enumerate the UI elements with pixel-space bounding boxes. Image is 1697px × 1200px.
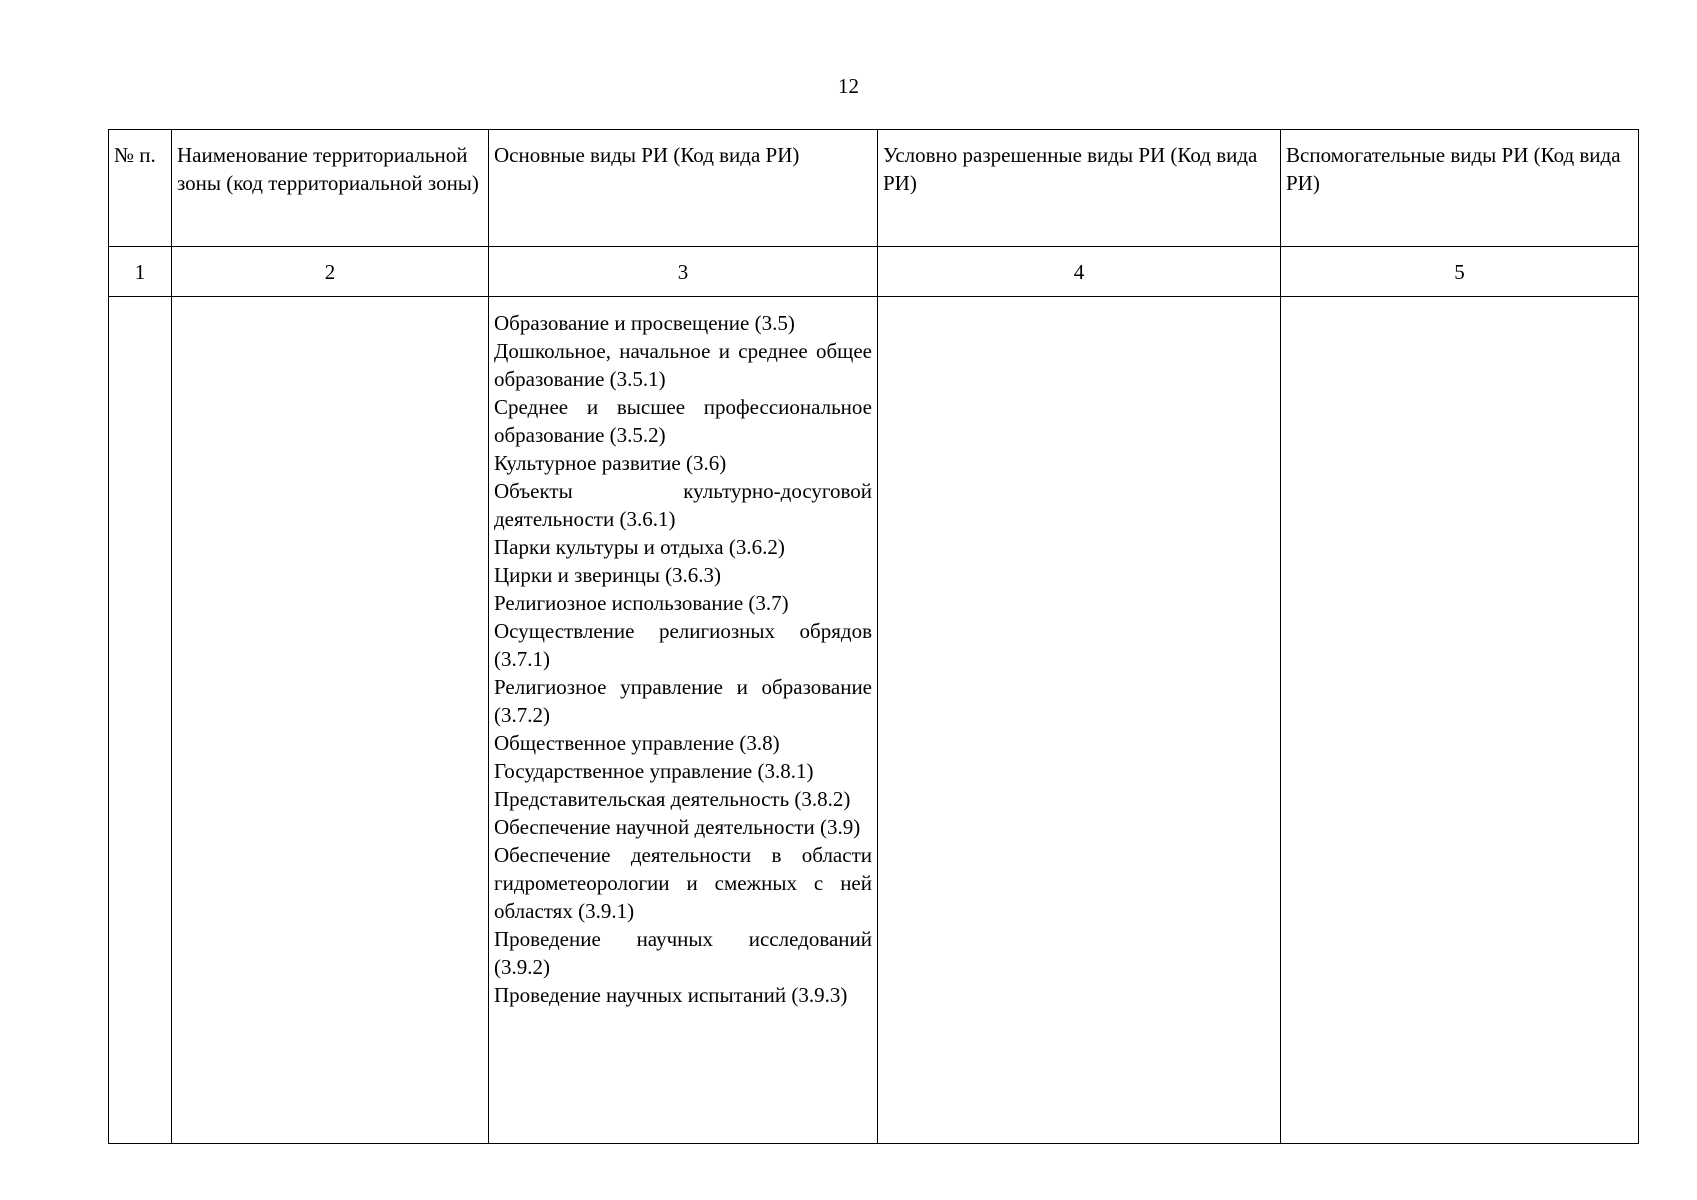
list-item: Парки культуры и отдыха (3.6.2)	[494, 535, 785, 559]
column-number: 5	[1281, 247, 1639, 297]
list-item: Обеспечение научной деятельности (3.9)	[494, 815, 861, 839]
header-conditional-uses: Условно разрешенные виды РИ (Код вида РИ)	[878, 130, 1281, 247]
list-item: Государственное управление (3.8.1)	[494, 759, 814, 783]
page-number: 12	[838, 74, 859, 98]
table-header-row	[109, 130, 1639, 247]
list-item: Обеспечение деятельности в области гидрометеорологии и смежных с ней областях (3.9.1)	[494, 843, 872, 923]
column-number: 3	[489, 247, 878, 297]
list-item: Общественное управление (3.8)	[494, 731, 780, 755]
header-zone-name: Наименование территориальной зоны (код территориальной зоны)	[172, 130, 489, 247]
table-row	[109, 297, 1639, 1144]
column-number: 2	[172, 247, 489, 297]
cell-auxiliary-uses	[1281, 297, 1639, 1144]
list-item: Среднее и высшее профессиональное образование (3.5.2)	[494, 395, 872, 447]
list-item: Религиозное использование (3.7)	[494, 591, 789, 615]
cell-main-uses	[489, 297, 878, 1144]
cell-zone-name	[172, 297, 489, 1144]
list-item: Религиозное управление и образование (3.7.2)	[494, 675, 872, 727]
header-number: № п.	[109, 130, 172, 247]
list-item: Цирки и зверинцы (3.6.3)	[494, 563, 722, 587]
cell-number	[109, 297, 172, 1144]
header-main-uses: Основные виды РИ (Код вида РИ)	[489, 130, 878, 247]
list-item: Культурное развитие (3.6)	[494, 451, 727, 475]
column-number-row	[109, 247, 1639, 297]
cell-conditional-uses	[878, 297, 1281, 1144]
list-item: Осуществление религиозных обрядов (3.7.1)	[494, 619, 872, 671]
column-number: 1	[109, 247, 172, 297]
list-item: Образование и просвещение (3.5)	[494, 311, 795, 335]
list-item: Проведение научных испытаний (3.9.3)	[494, 983, 848, 1007]
list-item: Представительская деятельность (3.8.2)	[494, 787, 851, 811]
land-use-table	[108, 129, 1639, 1144]
header-auxiliary-uses: Вспомогательные виды РИ (Код вида РИ)	[1281, 130, 1639, 247]
list-item: Объекты культурно-досуговой деятельности (3.6.1)	[494, 479, 872, 531]
list-item: Дошкольное, начальное и среднее общее образование (3.5.1)	[494, 339, 872, 391]
list-item: Проведение научных исследований (3.9.2)	[494, 927, 872, 979]
column-number: 4	[878, 247, 1281, 297]
